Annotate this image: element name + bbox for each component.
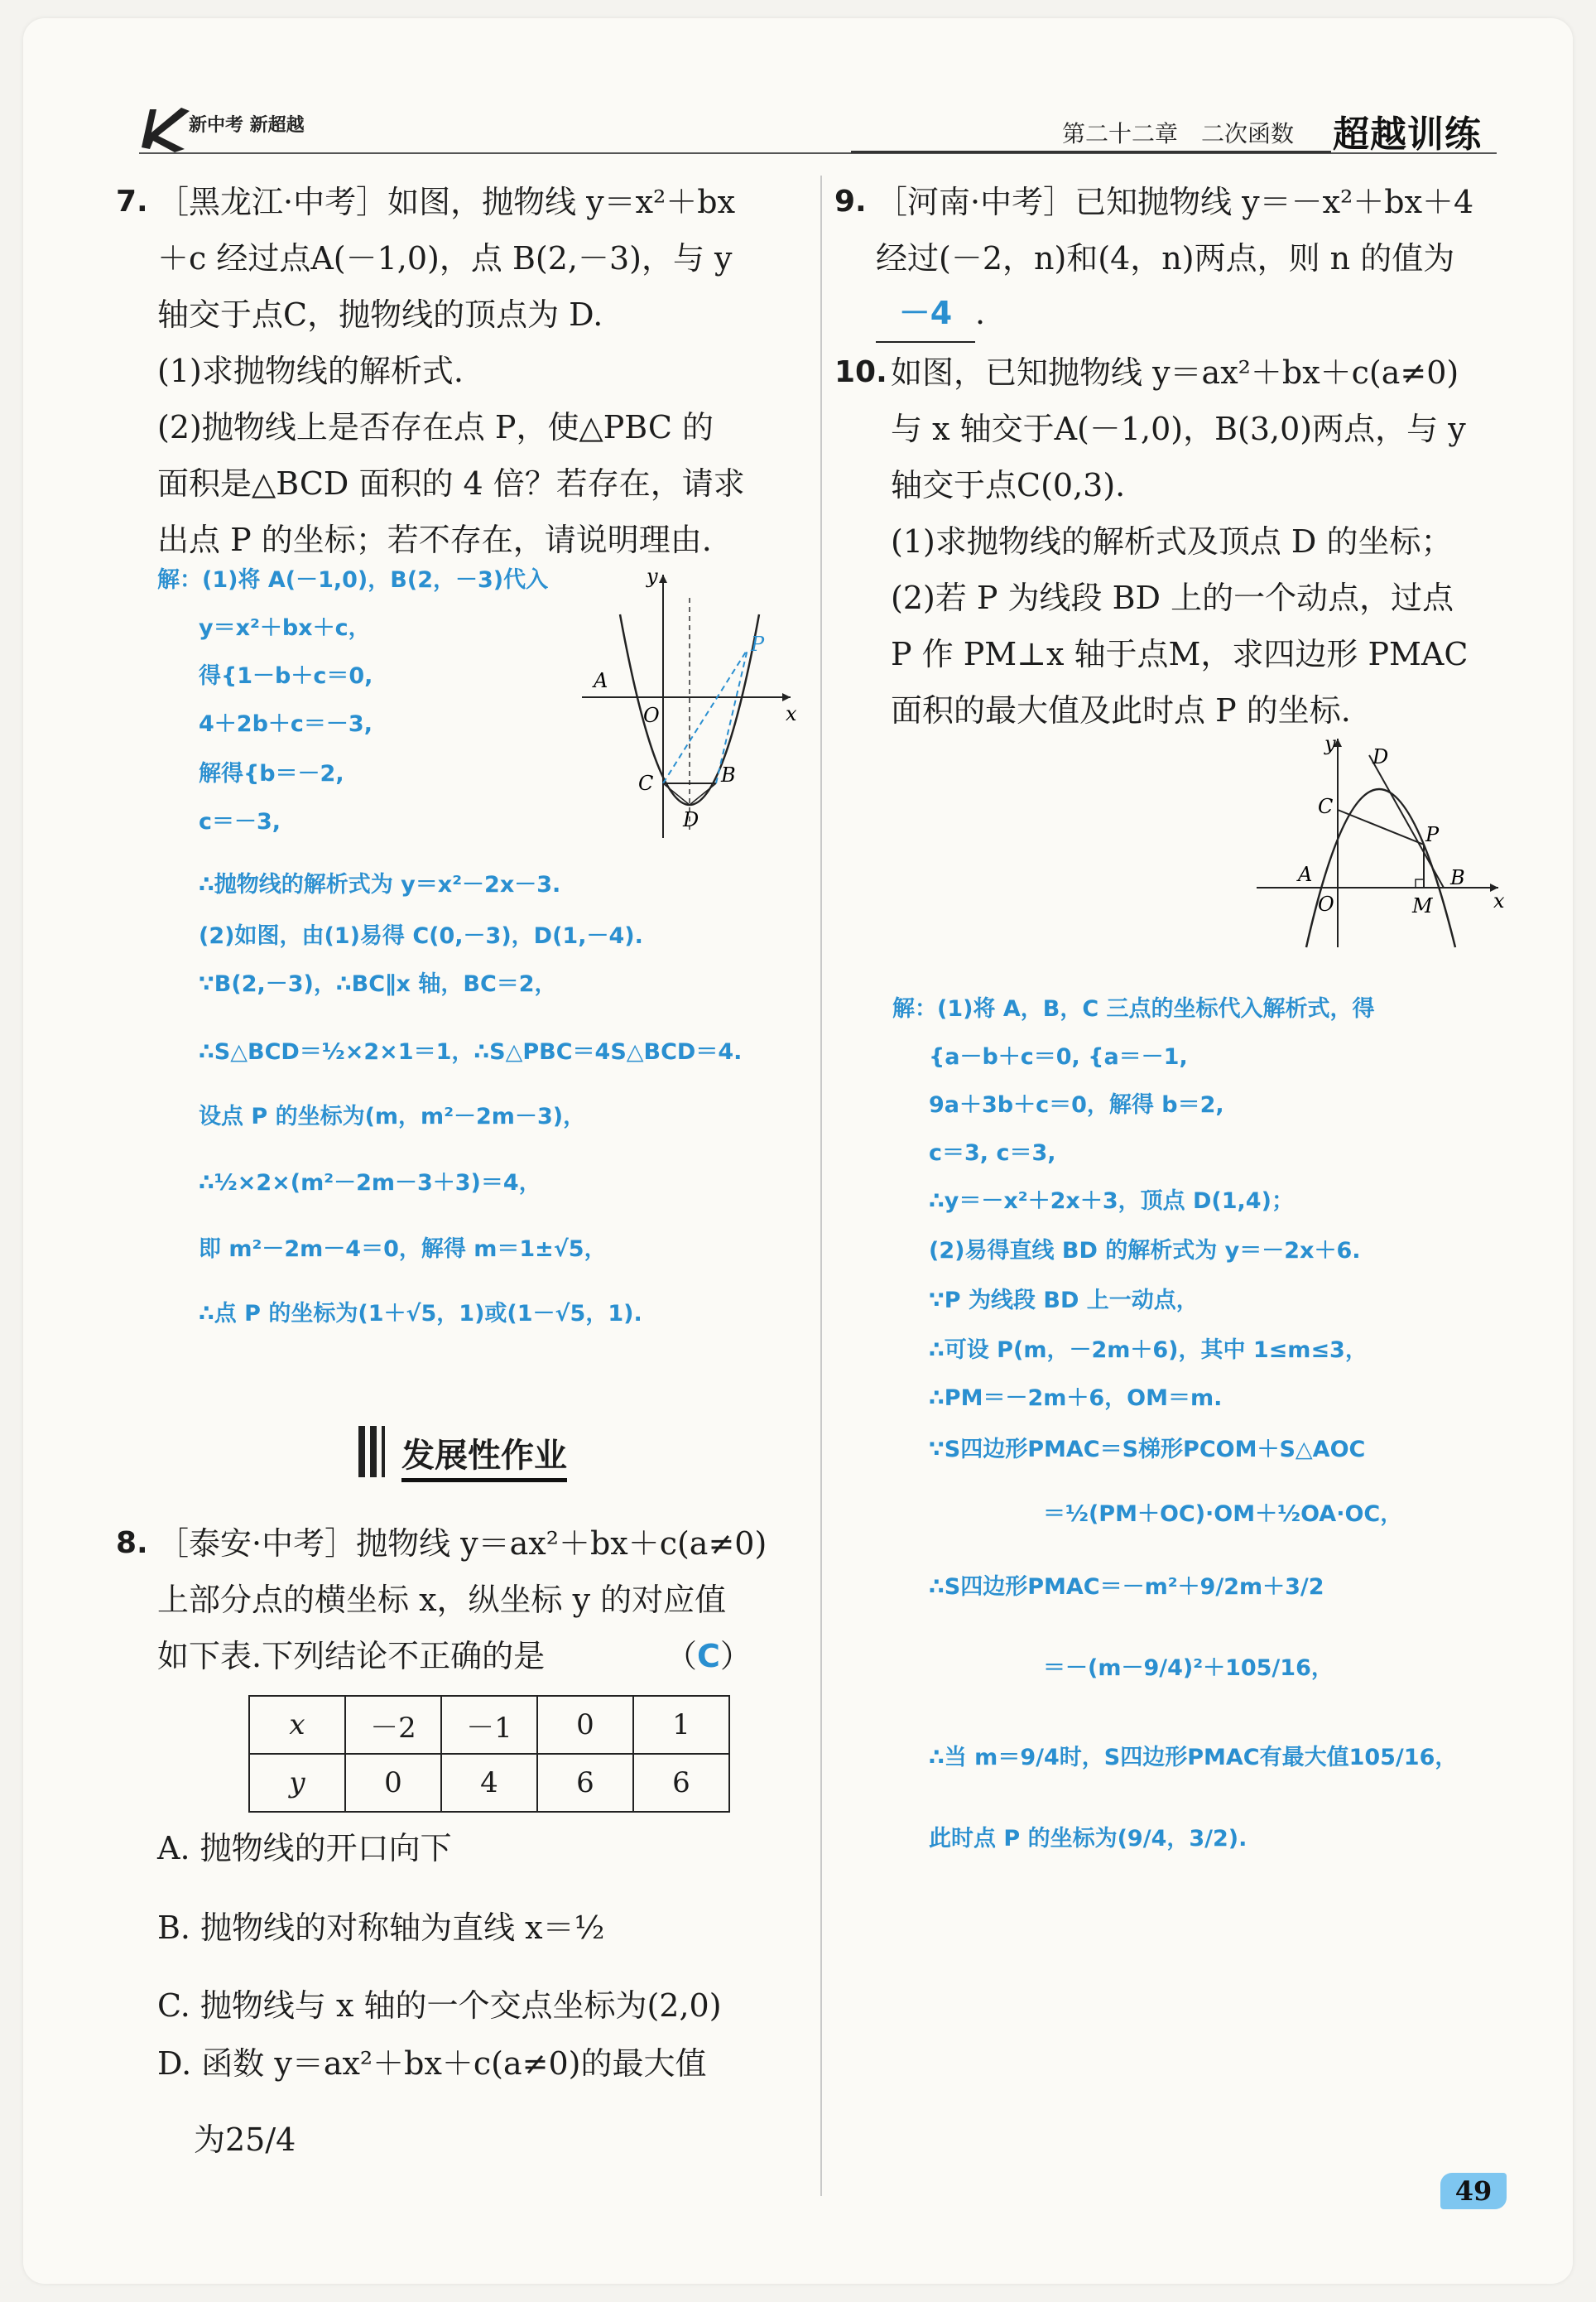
q10-graph-m-label: M [1412, 894, 1433, 917]
q8-line-1: ［泰安·中考］抛物线 y＝ax²＋bx＋c(a≠0) [157, 1525, 767, 1562]
q10-graph-x-label: x [1493, 889, 1505, 913]
q10-line-3: 轴交于点C(0,3). [891, 467, 1126, 503]
q10-sol-9: ∴PM＝－2m＋6，OM＝m. [929, 1385, 1223, 1411]
q10-sol-7: ∵P 为线段 BD 上一动点， [929, 1288, 1199, 1313]
q9-line-2: 经过(－2，n)和(4，n)两点，则 n 的值为 [876, 240, 1455, 277]
q8-line-2: 上部分点的横坐标 x，纵坐标 y 的对应值 [157, 1582, 727, 1618]
q10-sol-1: 解：(1)将 A，B，C 三点的坐标代入解析式，得 [892, 996, 1375, 1022]
q10-line-4: (1)求抛物线的解析式及顶点 D 的坐标； [891, 523, 1453, 560]
q8-bracket-close: ） [719, 1638, 752, 1674]
q7-line-3: 轴交于点C，抛物线的顶点为 D. [157, 296, 603, 333]
chapter-title: 第二十二章 二次函数 [1062, 120, 1295, 147]
q10-line-6: P 作 PM⊥x 轴于点M，求四边形 PMAC [891, 636, 1469, 672]
q10-sol-12: ∴S四边形PMAC＝－m²＋9/2m＋3/2 [929, 1574, 1324, 1600]
table-cell: 0 [537, 1696, 633, 1754]
q7-line-6: 面积是△BCD 面积的 4 倍？若存在，请求 [157, 465, 745, 502]
q10-sol-5: ∴y＝－x²＋2x＋3，顶点 D(1,4)； [929, 1188, 1294, 1214]
q7-sol-10: ∴S△BCD＝½×2×1＝1，∴S△PBC＝4S△BCD＝4. [199, 1039, 743, 1065]
heading-bar-icon [358, 1426, 365, 1477]
q10-sol-10: ∵S四边形PMAC＝S梯形PCOM＋S△AOC [929, 1437, 1366, 1462]
table-cell: 4 [441, 1754, 537, 1812]
brand-text: 新中考 新超越 [189, 115, 305, 136]
q7-graph-x-label: x [786, 702, 797, 725]
q10-line-7: 面积的最大值及此时点 P 的坐标. [891, 692, 1351, 729]
heading-bar-icon [370, 1426, 377, 1477]
header-rule-bold [851, 151, 1331, 153]
q9-line-1: ［河南·中考］已知抛物线 y＝－x²＋bx＋4 [876, 184, 1474, 220]
q7-sol-13: 即 m²－2m－4＝0，解得 m＝1±√5， [199, 1236, 607, 1262]
q10-graph-c-label: C [1318, 795, 1334, 818]
q10-sol-2: {a－b＋c＝0, {a＝－1, [929, 1044, 1188, 1070]
q8-option-b: B. 抛物线的对称轴为直线 x＝½ [157, 1910, 605, 1946]
q10-sol-4: c＝3, c＝3, [929, 1140, 1056, 1166]
q8-option-c: C. 抛物线与 x 轴的一个交点坐标为(2,0) [157, 1987, 722, 2024]
q10-sol-11: ＝½(PM＋OC)·OM＋½OA·OC， [1043, 1501, 1403, 1527]
q8-answer-bracket [666, 1628, 752, 1684]
table-cell: 6 [633, 1754, 729, 1812]
q7-parabola-figure [574, 565, 805, 846]
table-cell: 6 [537, 1754, 633, 1812]
q7-line-4: (1)求抛物线的解析式. [157, 353, 464, 389]
q7-line-1: ［黑龙江·中考］如图，抛物线 y＝x²＋bx [157, 184, 736, 220]
q8-option-a: A. 抛物线的开口向下 [157, 1830, 452, 1866]
q8-value-table [248, 1695, 730, 1813]
page-number: 49 [1440, 2173, 1507, 2209]
q7-sol-9: ∵B(2,－3)，∴BC∥x 轴，BC＝2， [199, 971, 557, 997]
q8-option-d: D. 函数 y＝ax²＋bx＋c(a≠0)的最大值 [157, 2045, 707, 2082]
q10-graph-o-label: O [1318, 893, 1334, 916]
q9-answer-line [876, 285, 985, 343]
q7-line-2: ＋c 经过点A(－1,0)，点 B(2,－3)，与 y [157, 240, 733, 277]
section-title: 超越训练 [1333, 113, 1482, 156]
q7-line-5: (2)抛物线上是否存在点 P，使△PBC 的 [157, 409, 714, 445]
q10-graph-b-label: B [1450, 866, 1465, 889]
q7-line-7: 出点 P 的坐标；若不存在，请说明理由. [157, 522, 712, 558]
q10-sol-15: 此时点 P 的坐标为(9/4，3/2). [929, 1826, 1247, 1852]
q7-number: 7. [116, 185, 148, 219]
q7-sol-1: 解：(1)将 A(－1,0)，B(2，－3)代入 [157, 567, 549, 593]
section-heading [358, 1426, 590, 1484]
q10-number: 10. [834, 355, 887, 389]
q7-sol-7: ∴抛物线的解析式为 y＝x²－2x－3. [199, 872, 561, 898]
q8-line-3: 如下表.下列结论不正确的是 [157, 1638, 546, 1674]
q10-sol-14: ∴当 m＝9/4时，S四边形PMAC有最大值105/16， [929, 1745, 1458, 1770]
table-cell: 0 [345, 1754, 441, 1812]
table-cell: 1 [633, 1696, 729, 1754]
column-divider [820, 176, 822, 2196]
q10-graph-y-label: y [1324, 732, 1336, 755]
table-row [249, 1754, 729, 1812]
table-cell: y [249, 1754, 345, 1812]
q10-line-2: 与 x 轴交于A(－1,0)，B(3,0)两点，与 y [891, 411, 1466, 447]
q10-parabola-figure [1248, 730, 1513, 954]
table-cell: －2 [345, 1696, 441, 1754]
q7-graph-b-label: B [721, 763, 736, 787]
brand-logo-icon [135, 104, 193, 154]
q10-sol-13: ＝－(m－9/4)²＋105/16， [1043, 1655, 1334, 1681]
q8-option-d-cont: 为25/4 [194, 2121, 296, 2158]
q10-graph-d-label: D [1372, 745, 1389, 768]
q7-sol-4: 4＋2b＋c＝－3, [199, 711, 373, 737]
heading-bar-icon [382, 1426, 385, 1477]
q7-sol-5: 解得{b＝－2, [199, 761, 344, 787]
q10-graph-p-label: P [1425, 823, 1440, 846]
q7-sol-6: c＝－3, [199, 809, 281, 835]
q7-graph-p-label: P [751, 633, 765, 656]
q8-bracket-open: （ [666, 1638, 698, 1674]
q7-graph-y-label: y [647, 565, 658, 588]
q7-graph-a-label: A [594, 669, 608, 692]
table-cell: －1 [441, 1696, 537, 1754]
q7-sol-8: (2)如图，由(1)易得 C(0,－3)，D(1,－4). [199, 923, 643, 949]
q8-answer: C [697, 1638, 720, 1674]
q7-sol-3: 得{1－b＋c＝0, [199, 663, 373, 689]
q10-line-1: 如图，已知抛物线 y＝ax²＋bx＋c(a≠0) [891, 354, 1459, 391]
q7-sol-12: ∴½×2×(m²－2m－3＋3)＝4， [199, 1170, 541, 1196]
q8-number: 8. [116, 1526, 148, 1560]
q7-graph-o-label: O [643, 704, 660, 727]
q10-graph-a-label: A [1298, 863, 1313, 886]
q7-graph-d-label: D [683, 808, 699, 831]
q9-answer: －4 [876, 285, 975, 343]
q10-sol-3: 9a＋3b＋c＝0，解得 b＝2, [929, 1092, 1224, 1118]
q9-number: 9. [834, 185, 867, 219]
q9-end: . [975, 295, 986, 331]
q10-sol-6: (2)易得直线 BD 的解析式为 y＝－2x＋6. [929, 1238, 1361, 1264]
section-heading-text: 发展性作业 [401, 1429, 567, 1482]
page [23, 18, 1573, 2284]
q7-sol-11: 设点 P 的坐标为(m，m²－2m－3)， [199, 1104, 586, 1129]
q7-sol-14: ∴点 P 的坐标为(1＋√5，1)或(1－√5，1). [199, 1301, 642, 1327]
q7-graph-c-label: C [638, 772, 654, 795]
q10-line-5: (2)若 P 为线段 BD 上的一个动点，过点 [891, 580, 1454, 616]
q7-sol-2: y＝x²＋bx＋c， [199, 615, 371, 641]
q10-sol-8: ∴可设 P(m，－2m＋6)，其中 1≤m≤3， [929, 1337, 1368, 1363]
table-cell: x [249, 1696, 345, 1754]
table-row [249, 1696, 729, 1754]
